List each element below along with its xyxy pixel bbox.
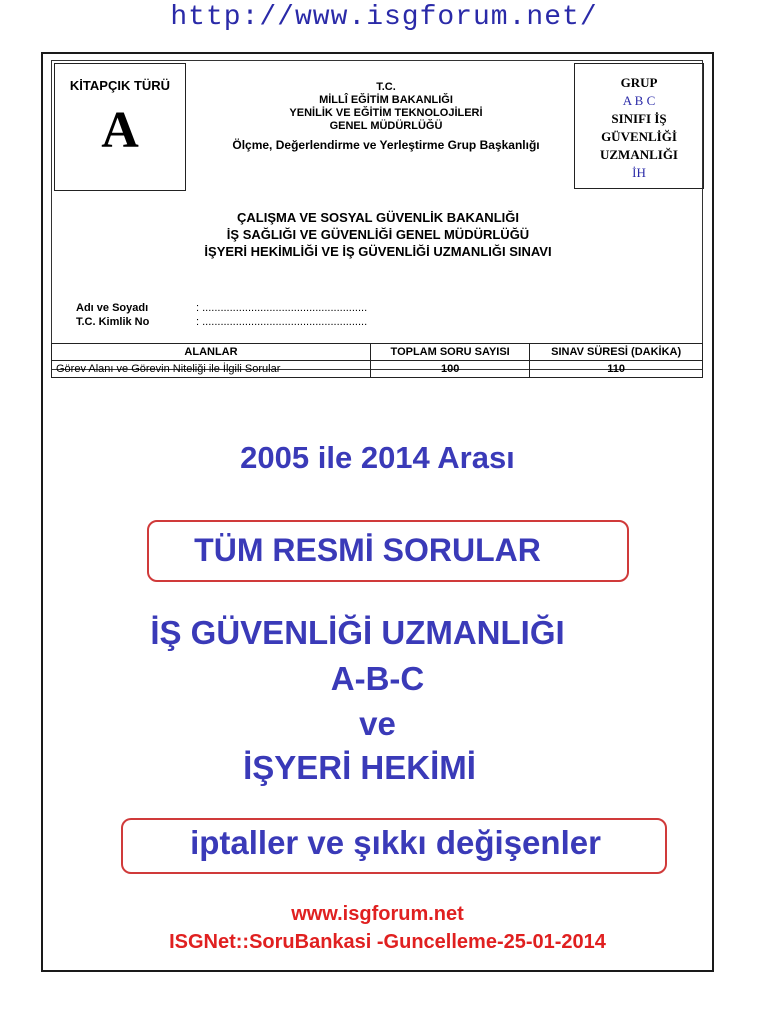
- booklet-type-box: [54, 63, 186, 191]
- classes-title: A-B-C: [330, 660, 425, 697]
- footer-site[interactable]: www.isgforum.net: [291, 903, 464, 925]
- name-label: Adı ve Soyadı: [76, 302, 149, 314]
- id-label: T.C. Kimlik No: [76, 316, 150, 328]
- csgb-heading: [52, 209, 704, 260]
- cancellations-title: iptaller ve şıkkı değişenler: [190, 824, 601, 861]
- group-line-2: A B C: [622, 93, 656, 108]
- name-value: : ......................................................: [196, 302, 368, 314]
- top-url-link[interactable]: http://www.isgforum.net/: [170, 2, 598, 33]
- ministry-line-3: YENİLİK VE EĞİTİM TEKNOLOJİLERİ: [289, 107, 483, 119]
- exam-duration-cell: 110: [530, 361, 703, 378]
- group-line-5: UZMANLIĞI: [599, 147, 678, 162]
- official-questions-title: TÜM RESMİ SORULAR: [194, 532, 541, 568]
- areas-table: [51, 343, 703, 378]
- csgb-line-3: İŞYERİ HEKİMLİĞİ VE İŞ GÜVENLİĞİ UZMANLIĞI SINAVI: [204, 244, 552, 259]
- workplace-physician-title: İŞYERİ HEKİMİ: [243, 749, 476, 786]
- areas-header: ALANLAR: [52, 344, 371, 361]
- id-value: : ......................................................: [196, 316, 368, 328]
- candidate-info: [76, 301, 367, 329]
- booklet-type-letter: A: [101, 102, 139, 159]
- ministry-line-5: Ölçme, Değerlendirme ve Yerleştirme Grup Başkanlığı: [232, 138, 540, 152]
- area-name-cell: Görev Alanı ve Görevin Niteliği ile İlgili Sorular: [52, 361, 371, 378]
- csgb-line-2: İŞ SAĞLIĞI VE GÜVENLİĞİ GENEL MÜDÜRLÜĞÜ: [226, 227, 530, 242]
- group-line-6: İH: [632, 165, 646, 180]
- group-line-3: SINIFI İŞ: [611, 111, 667, 126]
- csgb-line-1: ÇALIŞMA VE SOSYAL GÜVENLİK BAKANLIĞI: [237, 210, 519, 225]
- total-questions-cell: 100: [371, 361, 530, 378]
- total-questions-header: TOPLAM SORU SAYISI: [371, 344, 530, 361]
- ministry-line-2: MİLLÎ EĞİTİM BAKANLIĞI: [319, 94, 453, 106]
- ministry-line-1: T.C.: [376, 81, 396, 93]
- group-line-4: GÜVENLİĞİ: [601, 129, 677, 144]
- booklet-type-label: KİTAPÇIK TÜRÜ: [69, 78, 171, 93]
- exam-duration-header: SINAV SÜRESİ (DAKİKA): [530, 344, 703, 361]
- years-title: 2005 ile 2014 Arası: [240, 440, 515, 475]
- group-box: [574, 63, 704, 189]
- ministry-heading: [186, 81, 586, 152]
- header-block: [51, 60, 703, 370]
- group-line-1: GRUP: [620, 75, 658, 90]
- footer-update: ISGNet::SoruBankasi -Guncelleme-25-01-2014: [169, 931, 606, 953]
- cover-page: [41, 52, 714, 972]
- safety-expertise-title: İŞ GÜVENLİĞİ UZMANLIĞI: [150, 614, 565, 651]
- and-title: ve: [359, 705, 396, 742]
- ministry-line-4: GENEL MÜDÜRLÜĞÜ: [329, 120, 443, 132]
